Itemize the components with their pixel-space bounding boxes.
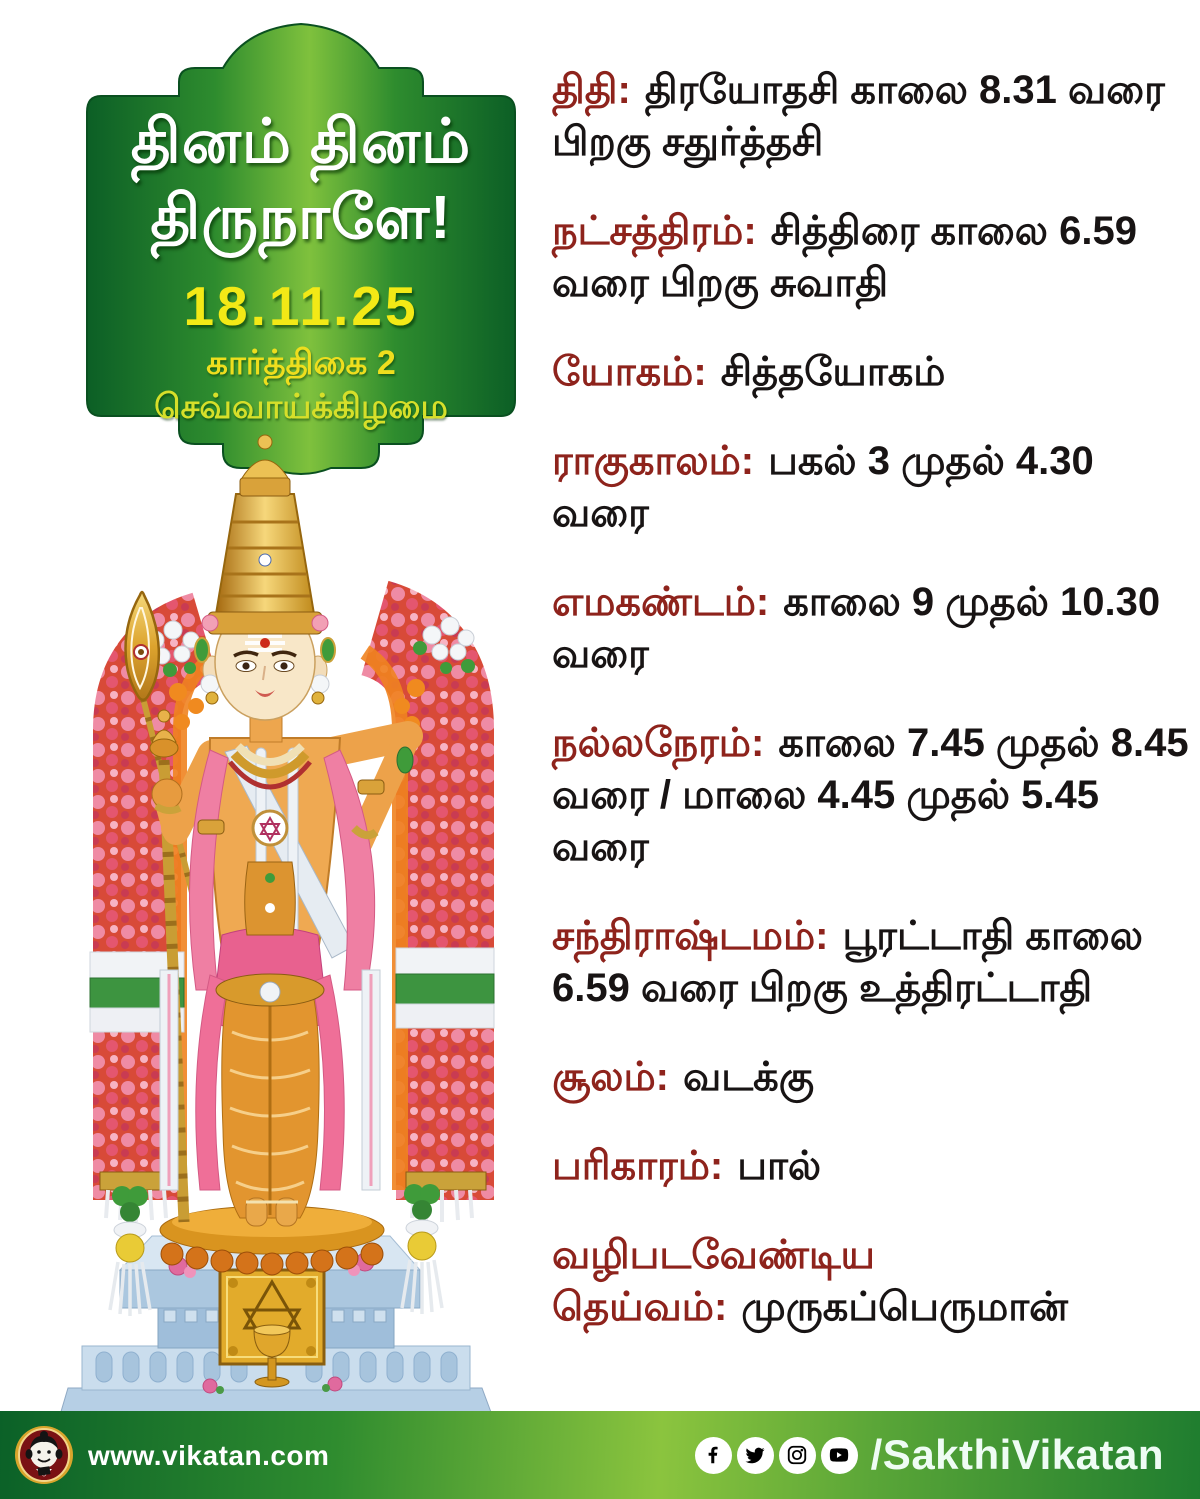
panchangam-item-deity [552, 1229, 1192, 1333]
item-value: வடக்கு [683, 1055, 815, 1099]
deity-crown [202, 435, 328, 634]
item-value: பூரட்டாதி காலை 6.59 வரை பிறகு உத்திரட்டாதி [552, 914, 1143, 1010]
panchangam-item-yogam [552, 346, 1192, 398]
panchangam-item-chandrashtamam [552, 910, 1192, 1014]
date-badge [70, 22, 532, 480]
panchangam-details [552, 64, 1192, 1370]
item-value: முருகப்பெருமான் [741, 1285, 1068, 1329]
badge-date: 18.11.25 [183, 275, 419, 337]
panchangam-item-nakshatram [552, 205, 1192, 309]
item-label: நல்லநேரம்: [552, 721, 765, 765]
item-label: வழிபடவேண்டிய தெய்வம்: [552, 1233, 875, 1329]
instagram-icon [779, 1437, 816, 1474]
item-label: திதி: [552, 68, 631, 112]
panchangam-item-rahukalam [552, 435, 1192, 539]
twitter-icon [737, 1437, 774, 1474]
item-label: ராகுகாலம்: [552, 439, 755, 483]
item-label: நட்சத்திரம்: [552, 209, 757, 253]
item-label: யோகம்: [552, 350, 707, 394]
facebook-icon [695, 1437, 732, 1474]
badge-title-line1: தினம் தினம் [130, 107, 472, 175]
item-value: பகல் 3 முதல் 4.30 வரை [552, 439, 1094, 535]
deity-head [195, 435, 335, 742]
item-value: திரயோதசி காலை 8.31 வரை பிறகு சதுர்த்தசி [552, 68, 1165, 164]
youtube-icon [821, 1437, 858, 1474]
item-value: காலை 7.45 முதல் 8.45 வரை / மாலை 4.45 முதல் 5.45 வரை [552, 721, 1189, 869]
item-value: சித்திரை காலை 6.59 வரை பிறகு சுவாதி [552, 209, 1137, 305]
item-value: காலை 9 முதல் 10.30 வரை [552, 580, 1161, 676]
website-url: www.vikatan.com [88, 1440, 330, 1471]
item-value: சித்தயோகம் [720, 350, 946, 394]
item-label: பரிகாரம்: [552, 1144, 724, 1188]
social-handle: /SakthiVikatan [870, 1431, 1164, 1478]
panchangam-item-parikaram [552, 1140, 1192, 1192]
badge-weekday: செவ்வாய்க்கிழமை [154, 388, 448, 426]
panchangam-item-emakandam [552, 576, 1192, 680]
deity-body [152, 736, 413, 1226]
item-label: எமகண்டம்: [552, 580, 770, 624]
murugan-statue-illustration [60, 430, 550, 1420]
item-label: சூலம்: [552, 1055, 669, 1099]
panchangam-item-soolam [552, 1051, 1192, 1103]
footer-bar [0, 1411, 1200, 1499]
badge-title-line2: திருநாளே! [150, 183, 452, 251]
panchangam-item-nallaneram [552, 717, 1192, 873]
footer-social [695, 1411, 1164, 1499]
badge-tamil-month-day: கார்த்திகை 2 [206, 344, 396, 382]
item-value: பால் [737, 1144, 822, 1188]
item-label: சந்திராஷ்டமம்: [552, 914, 829, 958]
panchangam-item-tithi [552, 64, 1192, 168]
vikatan-logo [14, 1425, 74, 1485]
